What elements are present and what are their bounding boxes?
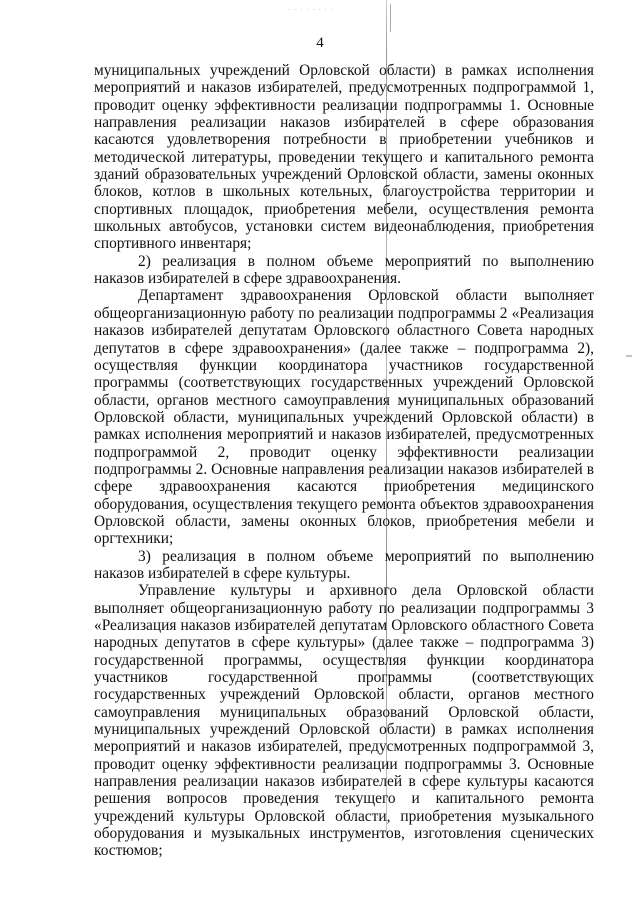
paragraph-item-3: 3) реализация в полном объеме мероприятий по выполнению наказов избирателей в сфере культуры. bbox=[94, 547, 594, 582]
page-number: 4 bbox=[316, 35, 324, 51]
paragraph-continuation: муниципальных учреждений Орловской области) в рамках исполнения мероприятий и наказов избирателей, предусмотренных подпрограммой 1, проводит оценку эффективности реализации подпрограммы 1. Основные направления реализации наказов избирателей в сфере образования касаются удовлетворения потребности в приобретении учебников и методической литературы, проведении текущего и капитального ремонта зданий образовательных учреждений Орловской области, замены оконных блоков, котлов в школьных котельных, благоустройства территории и спортивных площадок, приобретения мебели, осуществления ремонта школьных автобусов, установки систем видеонаблюдения, приобретения спортивного инвентаря; bbox=[94, 62, 594, 253]
paragraph-item-2: 2) реализация в полном объеме мероприятий по выполнению наказов избирателей в сфере здравоохранения. bbox=[94, 252, 594, 288]
paragraph-culture-department: Управление культуры и архивного дела Орловской области выполняет общеорганизационную работу по реализации подпрограммы 3 «Реализация наказов избирателей депутатам Орловского областного Совета народных депутатов в сфере культуры» (далее также – подпрограмма 3) государственной программы, осуществляя функции координатора участников государственной программы (соответствующих государственных учреждений Орловской области, органов местного самоуправления муниципальных образований Орловской области, муниципальных учреждений Орловской области) в рамках исполнения мероприятий и наказов избирателей, предусмотренных подпрограммой 3, проводит оценку эффективности реализации подпрограммы 3. Основные направления реализации наказов избирателей в сфере культуры касаются решения вопросов проведения текущего и капитального ремонта учреждений культуры Орловской области, приобретения музыкального оборудования и музыкальных инструментов, изготовления сценических костюмов; bbox=[94, 582, 594, 860]
scan-header-mark: · · · · · · · · bbox=[288, 6, 334, 14]
document-body bbox=[94, 62, 594, 860]
scan-edge-mark bbox=[626, 355, 632, 357]
paragraph-health-department: Департамент здравоохранения Орловской области выполняет общеорганизационную работу по реализации подпрограммы 2 «Реализация наказов избирателей депутатам Орловского областного Совета народных депутатов в сфере здравоохранения» (далее также – подпрограмма 2), осуществляя функции координатора участников государственной программы (соответствующих государственных учреждений Орловской области, органов местного самоуправления муниципальных образований Орловской области, муниципальных учреждений Орловской области) в рамках исполнения мероприятий и наказов избирателей, предусмотренных подпрограммой 2, проводит оценку эффективности реализации подпрограммы 2. Основные направления реализации наказов избирателей в сфере здравоохранения касаются приобретения медицинского оборудования, осуществления текущего ремонта объектов здравоохранения Орловской области, замены оконных блоков, приобретения мебели и оргтехники; bbox=[94, 287, 594, 548]
scan-fold-mark bbox=[390, 4, 391, 32]
